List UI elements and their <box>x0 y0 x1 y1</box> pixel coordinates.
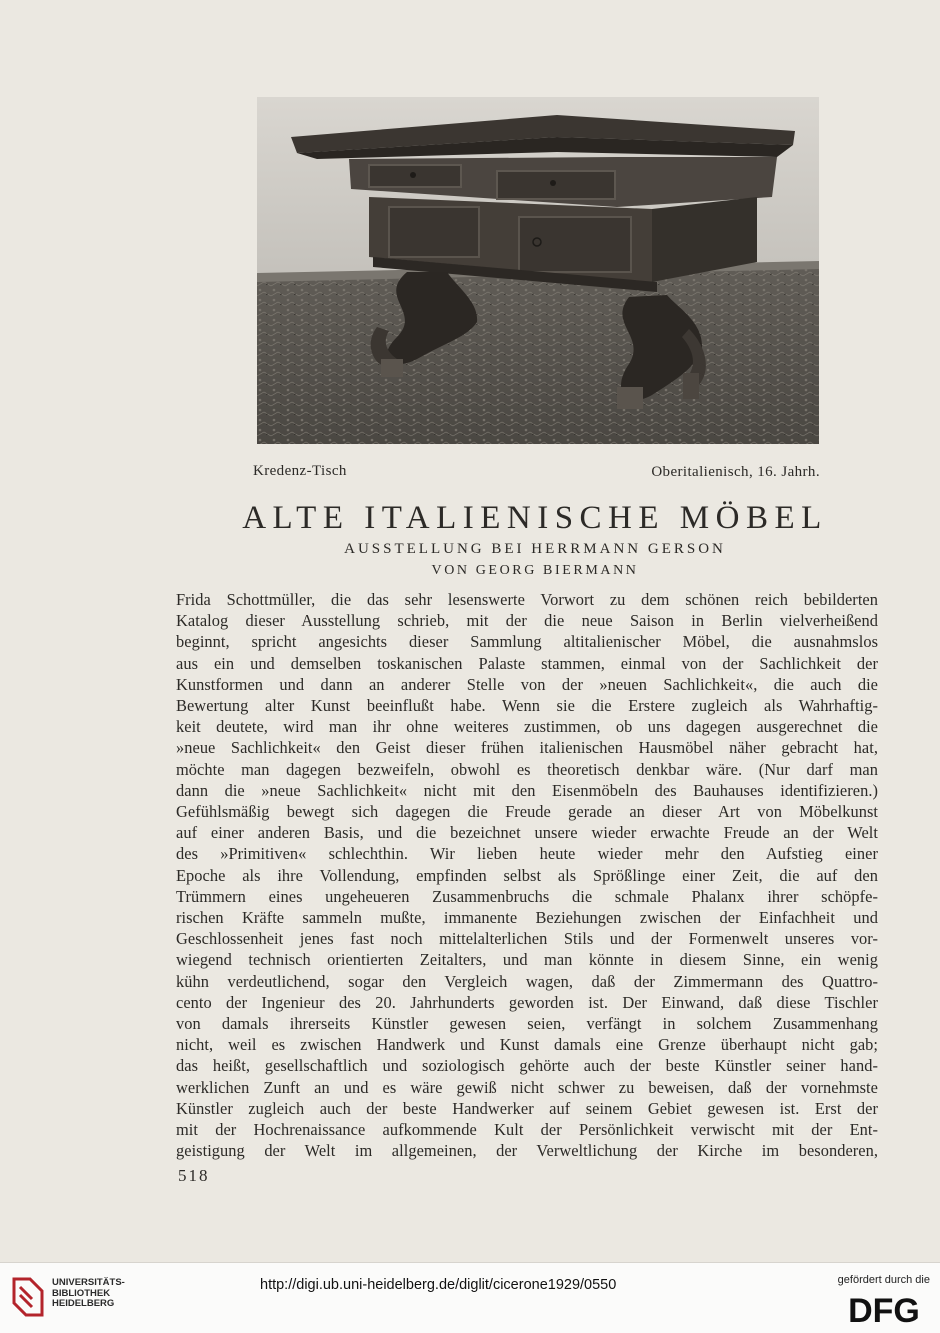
body-line: keit deutete, wird man ihr ohne weiteres zustimmen, ob uns dagegen ausgerechnet die <box>176 717 878 737</box>
document-permalink[interactable]: http://digi.ub.uni-heidelberg.de/diglit/cicerone1929/0550 <box>260 1277 617 1293</box>
viewer-footer <box>0 1262 940 1333</box>
article-body <box>176 589 878 1161</box>
body-line: beginnt, spricht angesichts dieser Sammlung altitalienischer Möbel, die ausnahmslos <box>176 632 878 652</box>
body-line: geistigung der Welt im allgemeinen, der Verweltlichung der Kirche im besonderen, <box>176 1141 878 1161</box>
body-line: Bewertung alter Kunst beeinflußt habe. Wenn sie die Erstere zugleich als Wahrhaftig- <box>176 696 878 716</box>
body-line: Epoche als ihre Vollendung, empfinden selbst als Sprößlinge einer Zeit, die auf den <box>176 865 878 885</box>
body-line: nicht, weil es zwischen Handwerk und Kunst damals eine Grenze überhaupt nicht gab; <box>176 1035 878 1055</box>
photo-caption-origin: Oberitalienisch, 16. Jahrh. <box>651 464 820 480</box>
body-line: Trümmern eines ungeheueren Zusammenbruchs die schmale Phalanx ihrer schöpfe- <box>176 886 878 906</box>
body-line: rischen Kräfte sammeln mußte, immanente Beziehungen zwischen der Einfachheit und <box>176 908 878 928</box>
furniture-photo <box>257 97 819 444</box>
body-line: des »Primitiven« schlechthin. Wir lieben heute wieder mehr den Aufstieg einer <box>176 844 878 864</box>
library-name-line: HEIDELBERG <box>52 1298 115 1309</box>
dfg-logo-text: DFG <box>848 1292 920 1327</box>
kredenz-table-image <box>257 97 819 444</box>
body-line: mit der Hochrenaissance aufkommende Kult der Persönlichkeit verwischt mit der Ent- <box>176 1120 878 1140</box>
body-line: »neue Sachlichkeit« den Geist dieser frühen italienischen Hausmöbel näher gebracht hat, <box>176 738 878 758</box>
body-line: auf einer anderen Basis, und die bezeichnet unsere wieder erwachte Freude an der Welt <box>176 823 878 843</box>
body-line: von damals ihrerseits Künstler gewesen seien, verfängt in solchem Zusammenhang <box>176 1014 878 1034</box>
page-number: 518 <box>178 1166 210 1185</box>
library-name-line: UNIVERSITÄTS- <box>52 1277 125 1288</box>
library-name-line: BIBLIOTHEK <box>52 1287 111 1299</box>
body-line: Geschlossenheit jenes fast noch mittelalterlichen Stils und der Formenwelt unseres vor- <box>176 929 878 949</box>
body-line: werklichen Zunft an und es wäre gewiß nicht schwer zu beweisen, daß der vornehmste <box>176 1077 878 1097</box>
article-subtitle: AUSSTELLUNG BEI HERRMANN GERSON <box>344 541 726 557</box>
dfg-logo-icon <box>838 1291 930 1327</box>
body-line: cento der Ingenieur des 20. Jahrhunderts geworden ist. Der Einwand, daß diese Tischler <box>176 992 878 1012</box>
university-library-name <box>52 1278 125 1310</box>
body-line: dann die »neue Sachlichkeit« nicht mit den Eisenmöbeln des Bauhauses identifizieren.) <box>176 780 878 800</box>
body-line: Kunstformen und dann an anderer Stelle von der »neuen Sachlichkeit«, die auch die <box>176 674 878 694</box>
funding-note: gefördert durch die <box>837 1274 930 1286</box>
body-line: Künstler zugleich auch der beste Handwerker auf seinem Gebiet gewesen ist. Erst der <box>176 1098 878 1118</box>
body-line: aus ein und demselben toskanischen Palaste stammen, einmal von der Sachlichkeit der <box>176 653 878 673</box>
article-byline: VON GEORG BIERMANN <box>431 563 639 578</box>
article-title: ALTE ITALIENISCHE MÖBEL <box>242 500 828 536</box>
body-line: Katalog dieser Ausstellung schrieb, mit der die neue Saison in Berlin vielverheißend <box>176 611 878 631</box>
body-line: kühn verdeutlichend, sogar den Vergleich wagen, daß der Zimmermann des Quattro- <box>176 971 878 991</box>
body-line: möchte man dagegen bezweifeln, obwohl es theoretisch denkbar wäre. (Nur darf man <box>176 759 878 779</box>
photo-caption-title: Kredenz-Tisch <box>253 463 347 479</box>
body-line: das heißt, gesellschaftlich und soziologisch gehörte auch der beste Künstler seiner hand- <box>176 1056 878 1076</box>
body-line: Gefühlsmäßig bewegt sich dagegen die Freude gerade an dieser Art von Möbelkunst <box>176 802 878 822</box>
body-line: Frida Schottmüller, die das sehr lesenswerte Vorwort zu dem schönen reich bebilderten <box>176 590 878 609</box>
body-line: wiegend technisch orientierten Zeitalters, und man könnte in diesem Sinne, ein wenig <box>176 950 878 970</box>
university-library-logo-icon <box>10 1277 46 1317</box>
